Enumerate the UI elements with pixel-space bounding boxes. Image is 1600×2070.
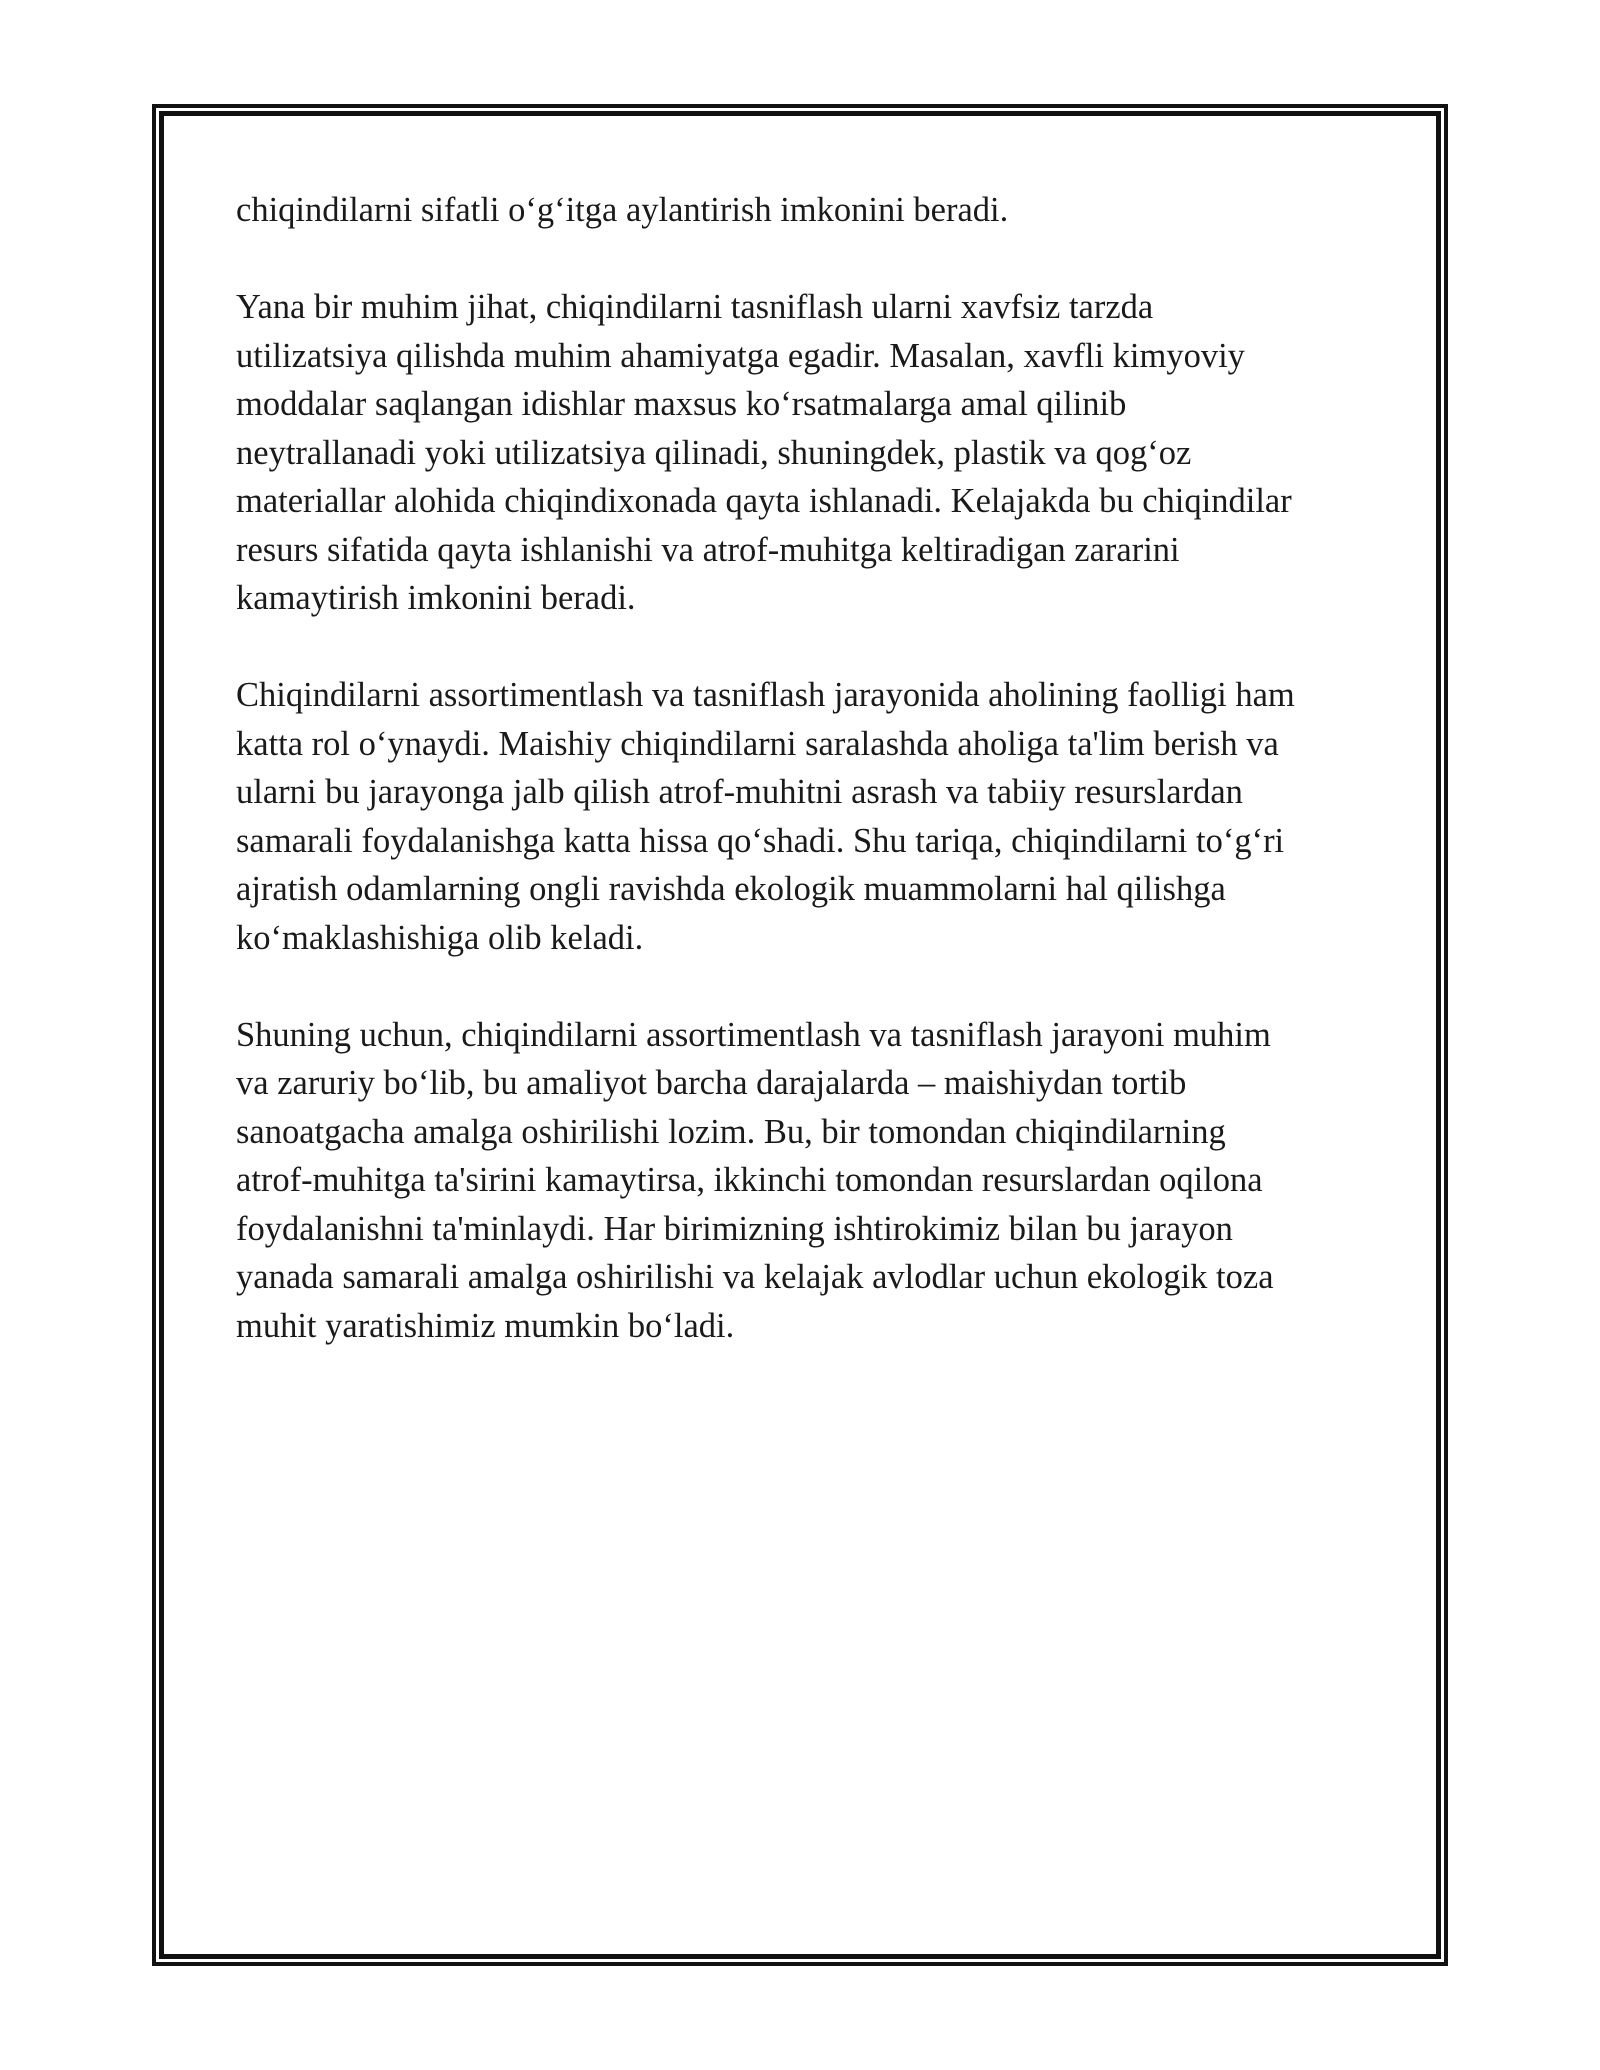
- document-body: [236, 186, 1366, 1399]
- paragraph-1: chiqindilarni sifatli o‘g‘itga aylantirish imkonini beradi.: [236, 191, 1009, 229]
- paragraph-2: Yana bir muhim jihat, chiqindilarni tasniflash ularni xavfsiz tarzda utilizatsiya qilishda muhim ahamiyatga egadir. Masalan, xavfli kimyoviy moddalar saqlangan idishlar maxsus ko‘rsatmalarga amal qilinib neytrallanadi yoki utilizatsiya qilinadi, shuningdek, plastik va qog‘oz materiallar alohida chiqindixonada qayta ishlanadi. Kelajakda bu chiqindilar resurs sifatida qayta ishlanishi va atrof-muhitga keltiradigan zararini kamaytirish imkonini beradi.: [236, 288, 1292, 617]
- paragraph-4: Shuning uchun, chiqindilarni assortimentlash va tasniflash jarayoni muhim va zaruriy bo‘lib, bu amaliyot barcha darajalarda – maishiydan tortib sanoatgacha amalga oshirilishi lozim. Bu, bir tomondan chiqindilarning atrof-muhitga ta'sirini kamaytirsa, ikkinchi tomondan resurslardan oqilona foydalanishni ta'minlaydi. Har birimizning ishtirokimiz bilan bu jarayon yanada samarali amalga oshirilishi va kelajak avlodlar uchun ekologik toza muhit yaratishimiz mumkin bo‘ladi.: [236, 1015, 1274, 1345]
- paragraph-3: Chiqindilarni assortimentlash va tasniflash jarayonida aholining faolligi ham katta rol o‘ynaydi. Maishiy chiqindilarni saralashda aholiga ta'lim berish va ularni bu jarayonga jalb qilish atrof-muhitni asrash va tabiiy resurslardan samarali foydalanishga katta hissa qo‘shadi. Shu tariqa, chiqindilarni to‘g‘ri ajratish odamlarning ongli ravishda ekologik muammolarni hal qilishga ko‘maklashishiga olib keladi.: [236, 676, 1295, 957]
